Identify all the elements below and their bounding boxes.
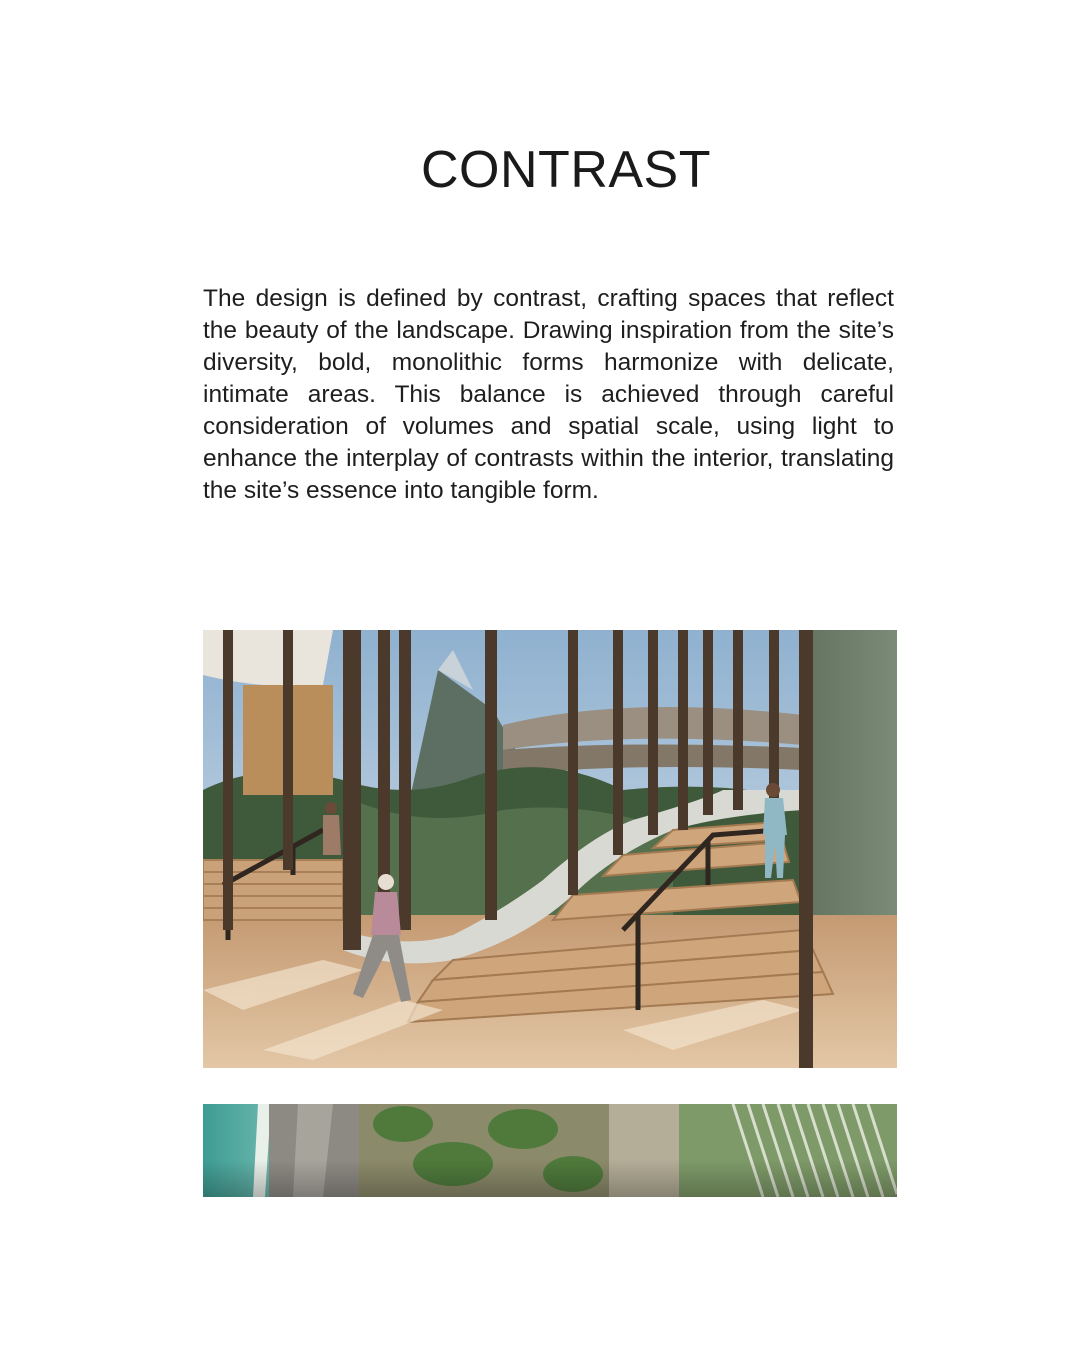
body-paragraph: The design is defined by contrast, crafting spaces that reflect the beauty of the landscape. Drawing inspiration from the site’s diversity, bold, monolithic forms harmonize with delicate, intimate areas. This balance is achieved through careful consideration of volumes and spatial scale, using light to enhance the interplay of contrasts within the interior, translating the site’s essence into tangible form. [203,285,894,504]
render-illustration [203,630,897,1068]
aerial-illustration [203,1104,897,1197]
architectural-render-image [203,630,897,1068]
aerial-landscape-image [203,1104,897,1197]
page-title: CONTRAST [421,141,711,199]
